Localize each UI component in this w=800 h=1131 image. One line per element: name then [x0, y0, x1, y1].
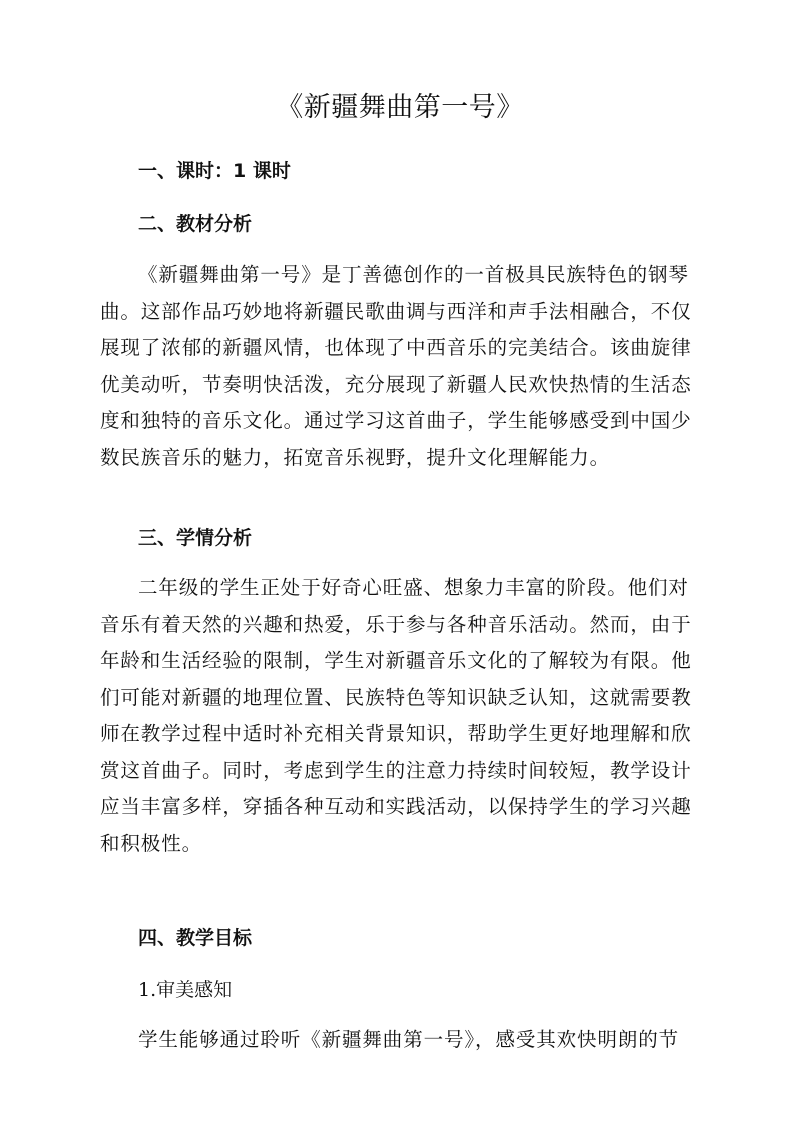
section-heading-teaching-goals: 四、教学目标	[138, 927, 253, 949]
paragraph-line: 展现了浓郁的新疆风情，也体现了中西音乐的完美结合。该曲旋律	[100, 336, 692, 359]
paragraph-line: 优美动听，节奏明快活泼，充分展现了新疆人民欢快热情的生活态	[100, 372, 692, 396]
paragraph-line: 《新疆舞曲第一号》是丁善德创作的一首极具民族特色的钢琴	[138, 263, 689, 286]
section-heading-material-analysis: 二、教材分析	[138, 213, 253, 235]
paragraph-line: 曲。这部作品巧妙地将新疆民歌曲调与西洋和声手法相融合，不仅	[100, 299, 692, 323]
section-heading-class-hours: 一、课时：1 课时	[138, 160, 291, 182]
paragraph-line: 二年级的学生正处于好奇心旺盛、想象力丰富的阶段。他们对	[138, 576, 689, 599]
paragraph-line: 和积极性。	[100, 831, 203, 855]
paragraph-line: 学生能够通过聆听《新疆舞曲第一号》，感受其欢快明朗的节	[138, 1028, 680, 1051]
paragraph-line: 赏这首曲子。同时，考虑到学生的注意力持续时间较短，教学设计	[100, 758, 692, 782]
paragraph-line: 音乐有着天然的兴趣和热爱，乐于参与各种音乐活动。然而，由于	[100, 612, 692, 636]
paragraph-material-analysis	[100, 257, 700, 476]
paragraph-line: 应当丰富多样，穿插各种互动和实践活动，以保持学生的学习兴趣	[100, 795, 692, 818]
section-heading-student-analysis: 三、学情分析	[138, 527, 253, 549]
paragraph-student-analysis	[100, 570, 700, 862]
paragraph-line: 年龄和生活经验的限制，学生对新疆音乐文化的了解较为有限。他	[100, 649, 692, 672]
paragraph-line: 师在教学过程中适时补充相关背景知识，帮助学生更好地理解和欣	[100, 722, 692, 745]
paragraph-line: 们可能对新疆的地理位置、民族特色等知识缺乏认知，这就需要教	[100, 685, 692, 709]
subheading-aesthetic-perception: 1.审美感知	[138, 979, 233, 1001]
paragraph-aesthetic-perception	[100, 1022, 700, 1059]
paragraph-line: 度和独特的音乐文化。通过学习这首曲子，学生能够感受到中国少	[100, 409, 692, 432]
paragraph-line: 数民族音乐的魅力，拓宽音乐视野，提升文化理解能力。	[100, 445, 611, 469]
document-title: 《新疆舞曲第一号》	[276, 92, 524, 123]
